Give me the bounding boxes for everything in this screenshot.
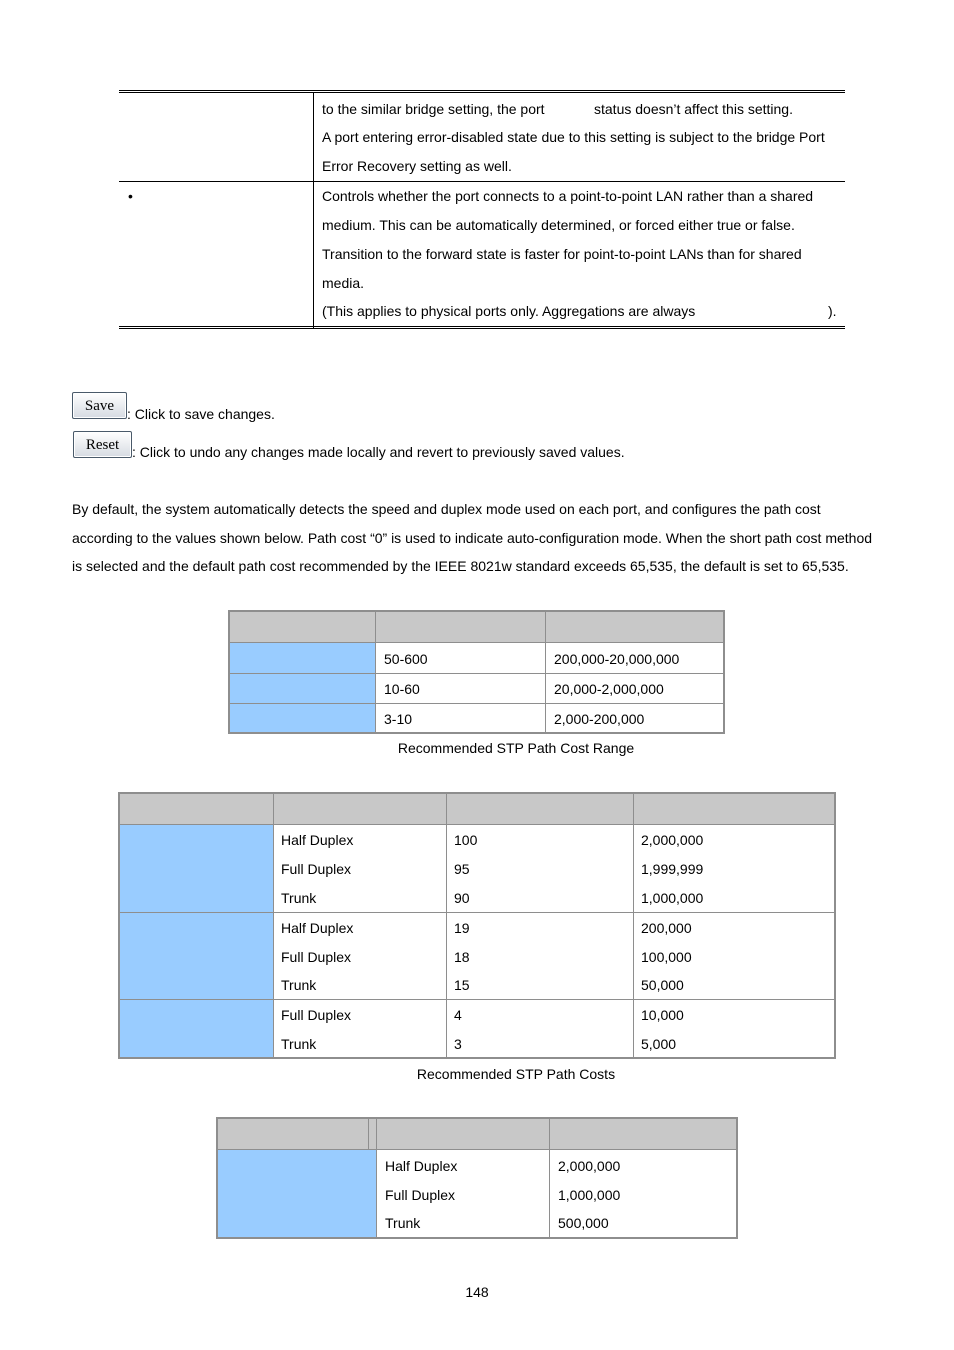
range-table-caption: Recommended STP Path Cost Range: [397, 740, 635, 756]
range-cell: 20,000-2,000,000: [554, 681, 664, 697]
cost-cell: 50,000: [641, 977, 684, 993]
path-cost-paragraph: By default, the system automatically detects the speed and duplex mode used on each port, and configures the path cost according to the values shown below. Path cost “0” is used to indicate auto-configuration mode. When the short path cost method is selected and the default path cost recommended by the IEEE 8021w standard exceeds 65,535, the default is set to 65,535.: [72, 501, 873, 575]
default-cell: Trunk: [385, 1215, 421, 1231]
range-cell: 10-60: [384, 681, 420, 697]
reset-button[interactable]: Reset: [73, 431, 132, 458]
cost-cell: 200,000: [641, 920, 692, 936]
desc-row1-line1a: to the similar bridge setting, the port: [322, 101, 545, 117]
cost-cell: Trunk: [281, 1036, 317, 1052]
range-cell: 50-600: [384, 651, 428, 667]
table-header-row: [120, 794, 834, 825]
default-cell: 1,000,000: [558, 1187, 621, 1203]
page-number: 148: [465, 1284, 489, 1300]
table-bottom-rule: [119, 326, 845, 329]
col-divider: [446, 794, 447, 1057]
desc-row2-line2: medium. This can be automatically determined, or forced either true or false.: [322, 217, 795, 233]
col-divider: [545, 612, 546, 732]
col-divider: [273, 794, 274, 1057]
column-divider: [313, 93, 314, 328]
range-cell: 3-10: [384, 711, 413, 727]
cost-cell: 95: [454, 861, 470, 877]
cost-cell: 1,000,000: [641, 890, 704, 906]
desc-row1-line3: Error Recovery setting as well.: [322, 158, 512, 174]
cost-cell: 100: [454, 832, 478, 848]
speed-column: [230, 643, 375, 732]
cost-cell: Trunk: [281, 890, 317, 906]
cost-cell: 4: [454, 1007, 462, 1023]
bullet-marker: •: [128, 188, 133, 204]
cost-cell: Full Duplex: [281, 1007, 352, 1023]
speed-column: [120, 825, 273, 1057]
desc-row1-line2: A port entering error-disabled state due to this setting is subject to the bridge Port: [322, 129, 825, 145]
table-header-row: [218, 1119, 736, 1150]
desc-row2-line3: Transition to the forward state is faster for point-to-point LANs than for shared: [322, 246, 802, 262]
path-cost-range-table: [228, 610, 725, 734]
desc-row2-line5a: (This applies to physical ports only. Aggregations are always: [322, 303, 696, 319]
path-cost-table: [118, 792, 836, 1059]
cost-cell: 100,000: [641, 949, 692, 965]
speed-column: [218, 1150, 376, 1237]
range-cell: 200,000-20,000,000: [554, 651, 680, 667]
cost-cell: 90: [454, 890, 470, 906]
default-cell: 500,000: [558, 1215, 609, 1231]
desc-row1-line1b: status doesn’t affect this setting.: [594, 101, 793, 117]
cost-cell: Trunk: [281, 977, 317, 993]
default-cell: 2,000,000: [558, 1158, 621, 1174]
desc-row2-line1: Controls whether the port connects to a point-to-point LAN rather than a shared: [322, 188, 814, 204]
col-divider: [375, 612, 376, 732]
cost-cell: 10,000: [641, 1007, 684, 1023]
table-top-rule: [119, 90, 845, 93]
group-divider: [120, 912, 834, 913]
default-cell: Full Duplex: [385, 1187, 456, 1203]
save-button[interactable]: Save: [72, 392, 127, 419]
group-divider: [120, 999, 834, 1000]
col-divider: [633, 794, 634, 1057]
cost-cell: 18: [454, 949, 470, 965]
cost-cell: 3: [454, 1036, 462, 1052]
table-header-row: [230, 612, 723, 643]
save-description: : Click to save changes.: [127, 406, 275, 422]
cost-cell: Full Duplex: [281, 949, 352, 965]
row-divider: [119, 181, 845, 182]
desc-row2-line4: media.: [322, 275, 365, 291]
cost-cell: 5,000: [641, 1036, 677, 1052]
cost-cell: 2,000,000: [641, 832, 704, 848]
cost-cell: 19: [454, 920, 470, 936]
col-divider: [549, 1119, 550, 1237]
default-cost-table: [216, 1117, 738, 1239]
cost-cell: Half Duplex: [281, 920, 354, 936]
col-divider: [368, 1119, 369, 1150]
cost-cell: 1,999,999: [641, 861, 704, 877]
range-cell: 2,000-200,000: [554, 711, 645, 727]
cost-cell: 15: [454, 977, 470, 993]
cost-cell: Full Duplex: [281, 861, 352, 877]
row-divider: [230, 673, 723, 674]
reset-description: : Click to undo any changes made locally and revert to previously saved values.: [132, 444, 625, 460]
cost-table-caption: Recommended STP Path Costs: [416, 1066, 616, 1082]
desc-row2-line5b: ).: [828, 303, 837, 319]
col-divider: [376, 1119, 377, 1237]
row-divider: [230, 703, 723, 704]
cost-cell: Half Duplex: [281, 832, 354, 848]
default-cell: Half Duplex: [385, 1158, 458, 1174]
